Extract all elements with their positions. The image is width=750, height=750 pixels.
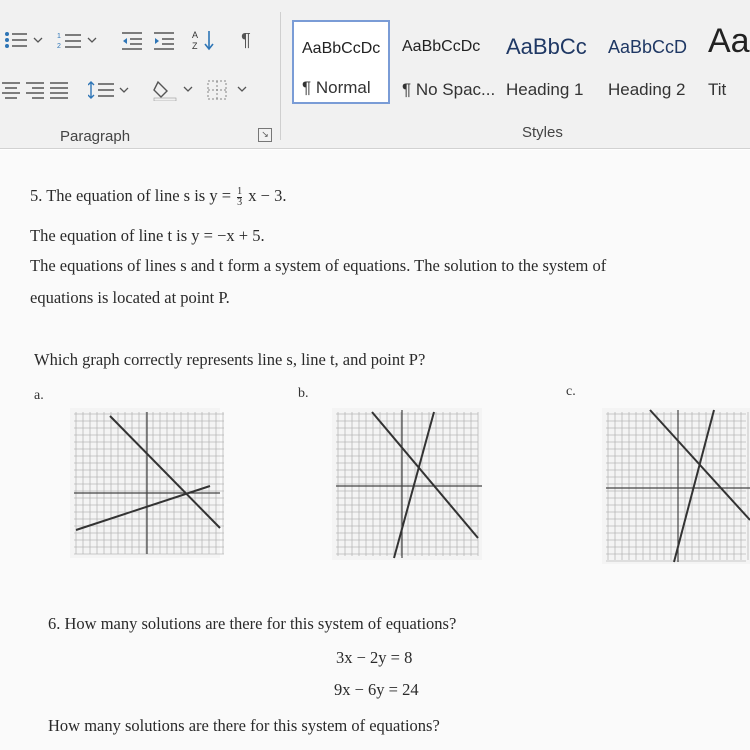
svg-text:2: 2 [57,43,61,50]
q5-line-2: The equation of line t is y = −x + 5. [30,226,265,245]
q6-equation-2: 9x − 6y = 24 [334,680,419,699]
sort-button[interactable] [190,26,218,54]
show-formatting-button[interactable] [232,26,260,54]
justify-button[interactable] [48,76,72,104]
align-center-button[interactable] [0,76,24,104]
align-right-button[interactable] [24,76,48,104]
numbering-icon [57,30,97,50]
style-name: Heading 1 [506,80,584,99]
style-name: Heading 2 [608,80,686,99]
q5-line-1 [30,186,286,208]
borders-icon [206,79,248,101]
svg-text:1: 1 [57,33,61,40]
style-tile-no-spacing[interactable] [394,20,496,100]
styles-group-label: Styles [522,124,563,141]
paint-bucket-icon [152,79,194,101]
graph-background [602,408,750,564]
increase-indent-button[interactable] [150,26,178,54]
style-preview: AaBbCcD [608,37,688,57]
style-preview: AaBbCcDc [302,40,381,57]
q6-equation-1: 3x − 2y = 8 [336,648,413,667]
style-tile-heading-1[interactable] [498,20,594,100]
q5-line-4: equations is located at point P. [30,288,230,307]
graph-background [70,408,220,558]
q5-number: 5. [30,186,43,205]
fraction-one-third [237,187,242,208]
styles-gallery [288,14,750,104]
ribbon [0,0,750,149]
sort-icon [191,29,217,51]
decrease-indent-button[interactable] [118,26,146,54]
line-spacing-button[interactable] [86,76,132,104]
option-c-label: c. [566,384,576,399]
bullets-icon [3,30,43,50]
svg-text:Z: Z [192,41,198,51]
bullets-button[interactable] [0,26,46,54]
q5-line-1-prefix: The equation of line s is y = [46,186,232,205]
svg-text:A: A [192,30,199,40]
style-name: Tit [708,80,727,99]
shading-button[interactable] [150,76,196,104]
document-page[interactable] [0,150,750,750]
group-divider [280,12,281,140]
style-preview: AaBbCc [506,34,587,59]
q5-line-3: The equations of lines s and t form a system of equations. The solution to the system of [30,256,607,275]
align-center-icon [2,81,22,99]
justify-icon [50,81,70,99]
q6-line-1: 6. How many solutions are there for this system of equations? [48,614,457,633]
style-preview: Aa [708,22,750,60]
style-tile-normal[interactable] [292,20,390,104]
numbering-button[interactable] [54,26,100,54]
style-name: ¶ No Spac... [402,80,496,99]
line-spacing-icon [88,80,130,100]
pilcrow-icon: ¶ [241,29,251,50]
q6-line-2: How many solutions are there for this system of equations? [48,716,440,735]
style-preview: AaBbCcDc [402,38,481,55]
align-right-icon [26,81,46,99]
increase-indent-icon [152,30,176,50]
style-name: ¶ Normal [302,78,371,97]
paragraph-group [0,0,280,148]
graph-option-a [70,408,228,558]
graph-option-c [602,408,750,564]
q5-line-1-suffix: x − 3. [248,186,287,205]
borders-button[interactable] [204,76,250,104]
option-a-label: a. [34,388,44,403]
graph-option-b [332,408,482,560]
option-b-label: b. [298,386,309,401]
style-tile-title[interactable] [700,20,750,100]
frac-denominator: 3 [237,196,243,208]
paragraph-group-label: Paragraph [60,128,131,145]
q5-question: Which graph correctly represents line s, line t, and point P? [34,350,426,369]
frac-numerator: 1 [237,185,243,197]
dialog-launcher-icon[interactable]: ↘ [258,128,272,142]
decrease-indent-icon [120,30,144,50]
style-tile-heading-2[interactable] [600,20,696,100]
